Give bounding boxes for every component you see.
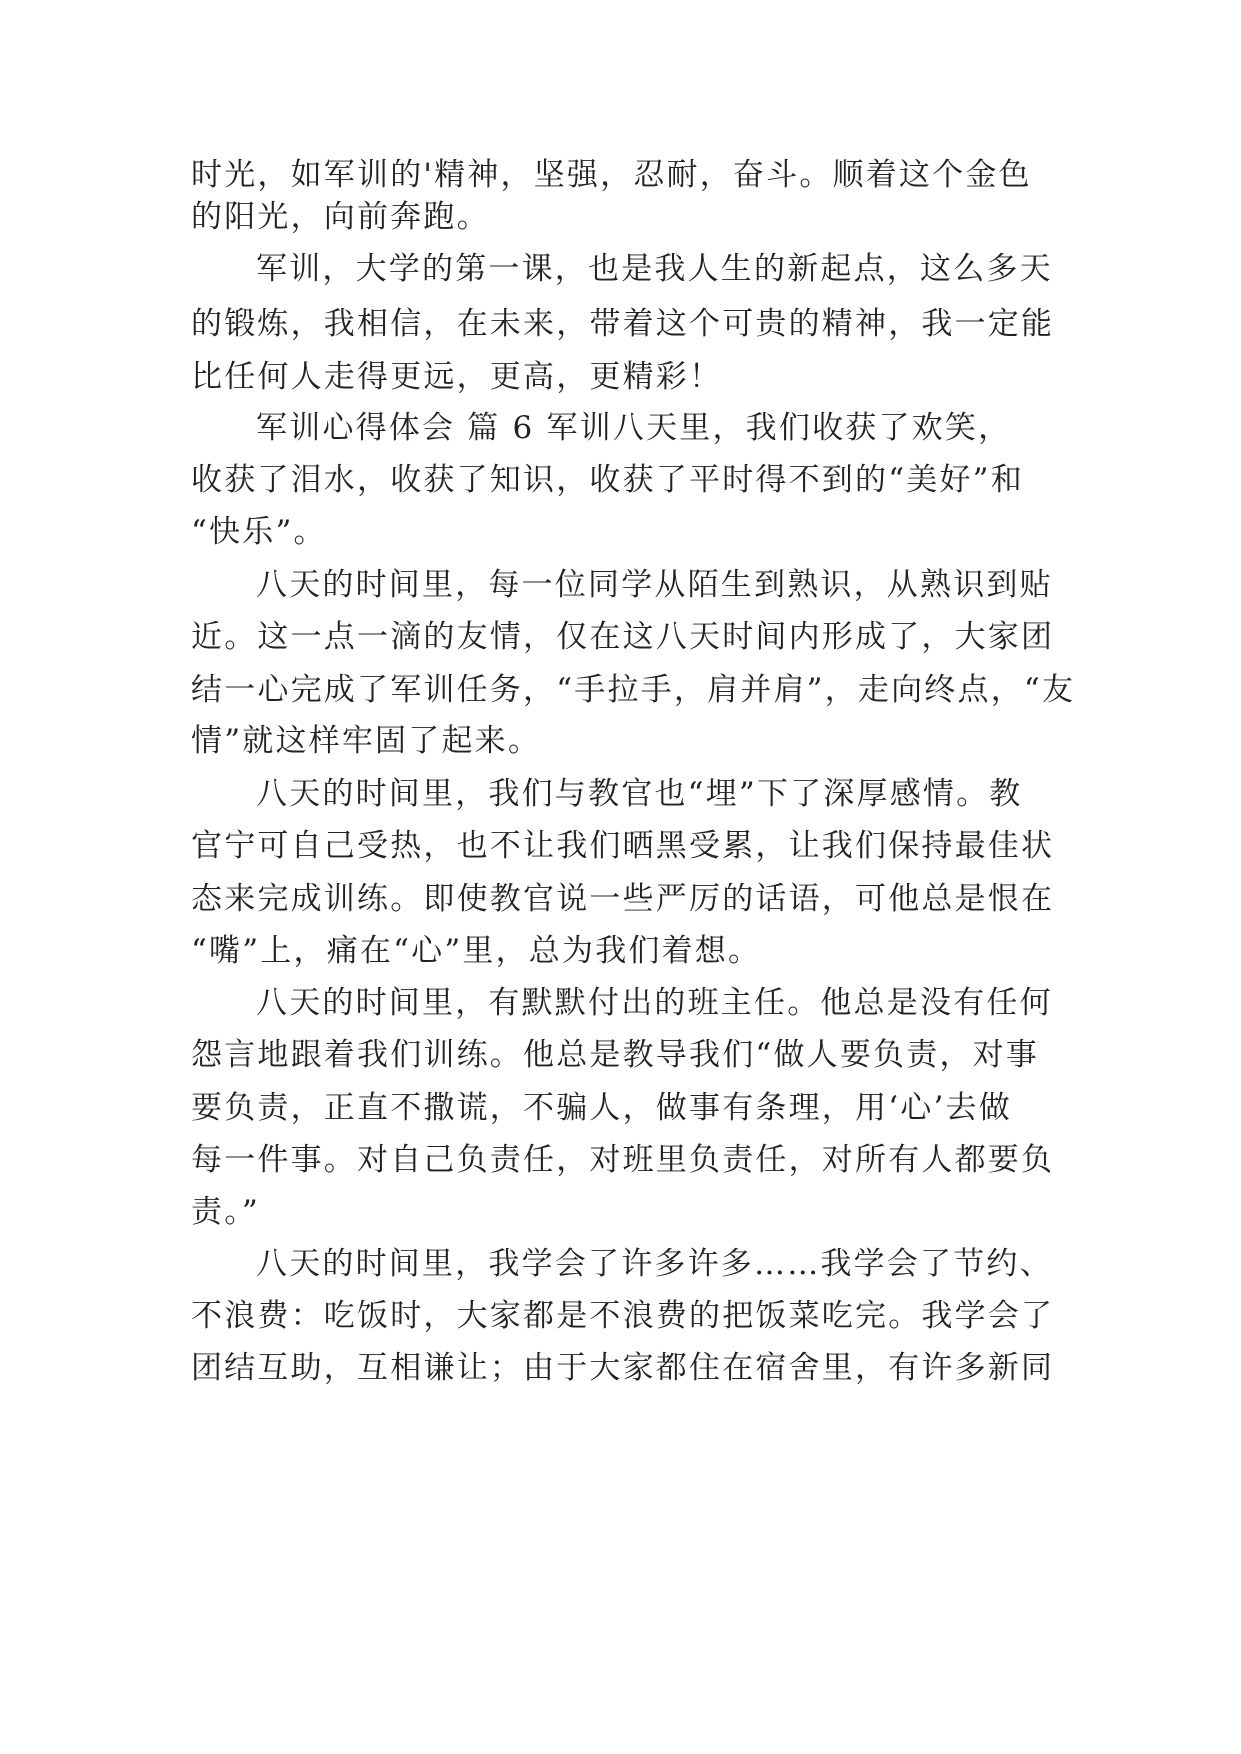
text-line: 态来完成训练。即使教官说一些严厉的话语，可他总是恨在 <box>191 881 1055 917</box>
text-line: 怨言地跟着我们训练。他总是教导我们“做人要负责，对事 <box>191 1037 1040 1073</box>
text-line: 结一心完成了军训任务，“手拉手，肩并肩”，走向终点，“友 <box>191 672 1076 708</box>
text-line: 收获了泪水，收获了知识，收获了平时得不到的“美好”和 <box>191 462 1024 498</box>
text-line: 团结互助，互相谦让；由于大家都住在宿舍里，有许多新同 <box>191 1350 1055 1386</box>
paragraph-start-line: 八天的时间里，我学会了许多许多……我学会了节约、 <box>256 1246 1053 1282</box>
text-line: 的锻炼，我相信，在未来，带着这个可贵的精神，我一定能 <box>191 306 1055 342</box>
text-line: 官宁可自己受热，也不让我们晒黑受累，让我们保持最佳状 <box>191 828 1055 864</box>
text-line: 责。” <box>191 1194 260 1230</box>
text-line: 近。这一点一滴的友情，仅在这八天时间内形成了，大家团 <box>191 619 1055 655</box>
paragraph-start-line: 八天的时间里，有默默付出的班主任。他总是没有任何 <box>256 985 1053 1021</box>
paragraph-start-line: 八天的时间里，我们与教官也“埋”下了深厚感情。教 <box>256 776 1023 812</box>
paragraph-start-line: 军训，大学的第一课，也是我人生的新起点，这么多天 <box>256 251 1053 287</box>
paragraph-start-line: 八天的时间里，每一位同学从陌生到熟识，从熟识到贴 <box>256 567 1053 603</box>
text-line: “嘴”上，痛在“心”里，总为我们着想。 <box>191 933 762 969</box>
text-line: 不浪费：吃饭时，大家都是不浪费的把饭菜吃完。我学会了 <box>191 1298 1055 1334</box>
text-line: “快乐”。 <box>191 514 327 550</box>
text-line: 的阳光，向前奔跑。 <box>191 199 490 235</box>
text-line: 时光，如军训的'精神，坚强，忍耐，奋斗。顺着这个金色 <box>191 157 1032 193</box>
section-heading-line: 军训心得体会 篇 6 军训八天里，我们收获了欢笑， <box>256 410 1012 446</box>
text-line: 比任何人走得更远，更高，更精彩！ <box>191 359 723 395</box>
text-line: 情”就这样牢固了起来。 <box>191 723 542 759</box>
text-line: 每一件事。对自己负责任，对班里负责任，对所有人都要负 <box>191 1142 1055 1178</box>
text-line: 要负责，正直不撒谎，不骗人，做事有条理，用‘心’去做 <box>191 1090 1012 1126</box>
